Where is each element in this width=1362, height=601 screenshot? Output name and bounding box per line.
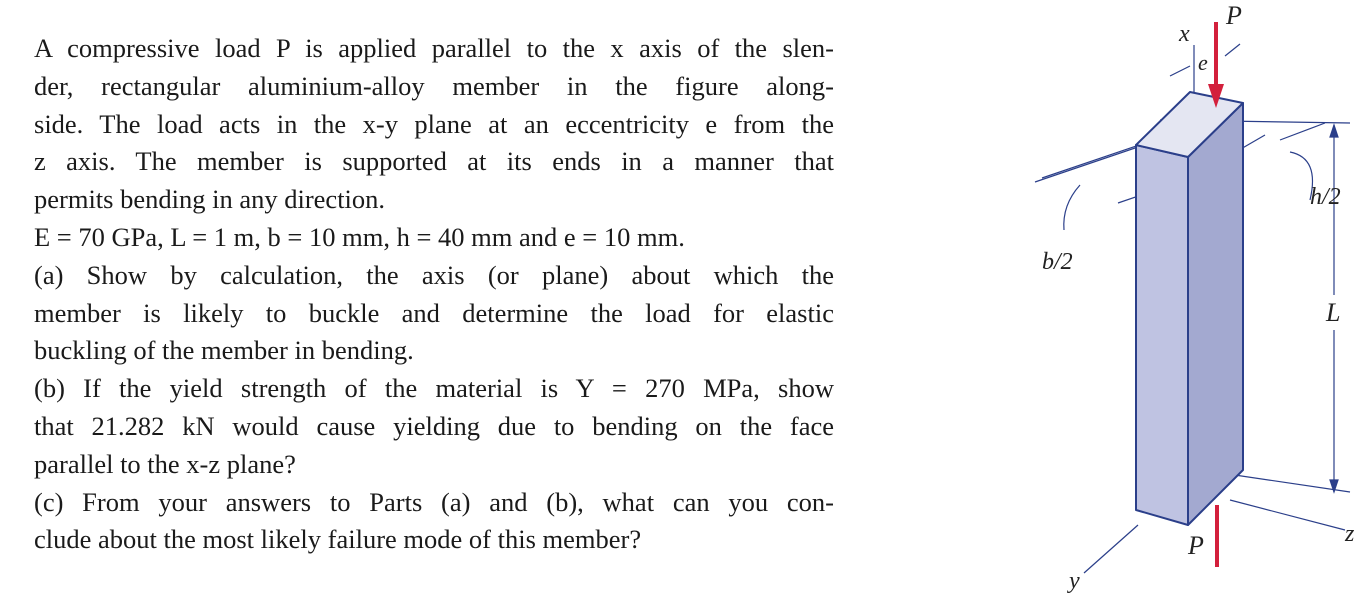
part-c-line-2: clude about the most likely failure mode of this member? (34, 524, 642, 555)
paragraph-line-5: permits bending in any direction. (34, 184, 386, 215)
b-dim-ext-1 (1035, 147, 1138, 182)
given-values: E = 70 GPa, L = 1 m, b = 10 mm, h = 40 mm and e = 10 mm. (34, 221, 685, 252)
label-z: z (1345, 521, 1355, 547)
problem-statement (34, 30, 834, 559)
member-figure (1020, 0, 1362, 601)
label-L: L (1326, 298, 1341, 327)
y-axis-line (1084, 525, 1138, 573)
e-arrow-right (1225, 44, 1240, 56)
part-a-line-3: buckling of the member in bending. (34, 335, 414, 366)
part-b-line-2: that 21.282 kN would cause yielding due to bending on the face (34, 410, 834, 441)
part-c-line-1: (c) From your answers to Parts (a) and (b), what can you con- (34, 486, 834, 517)
label-x: x (1179, 21, 1190, 47)
part-a-line-1: (a) Show by calculation, the axis (or plane) about which the (34, 259, 834, 290)
member-side-face (1188, 103, 1243, 525)
part-b-line-1: (b) If the yield strength of the material is Y = 270 MPa, show (34, 373, 834, 404)
L-arrow-top (1330, 125, 1338, 137)
b-half-leader (1064, 185, 1080, 230)
label-y: y (1069, 568, 1080, 594)
label-p-top: P (1226, 1, 1242, 30)
member-front-face (1136, 145, 1188, 525)
paragraph-line-4: z axis. The member is supported at its ends in a manner that (34, 146, 834, 177)
part-a-line-2: member is likely to buckle and determine the load for elastic (34, 297, 834, 328)
label-h-half: h/2 (1310, 184, 1341, 210)
z-axis-line (1230, 500, 1345, 530)
member-prism (1136, 92, 1243, 525)
label-b-half: b/2 (1042, 249, 1073, 275)
part-b-line-3: parallel to the x-z plane? (34, 448, 296, 479)
member-diagram (1020, 0, 1362, 601)
label-p-bottom: P (1188, 531, 1204, 560)
paragraph-line-3: side. The load acts in the x-y plane at an eccentricity e from the (34, 108, 834, 139)
label-e: e (1198, 50, 1208, 75)
e-arrow-left (1170, 66, 1190, 76)
paragraph-line-1: A compressive load P is applied parallel to the x axis of the slen- (34, 33, 834, 63)
paragraph-line-2: der, rectangular aluminium-alloy member in the figure along- (34, 70, 834, 101)
h-dim-tick (1280, 123, 1325, 140)
b-dim-arrow-line (1042, 143, 1145, 178)
